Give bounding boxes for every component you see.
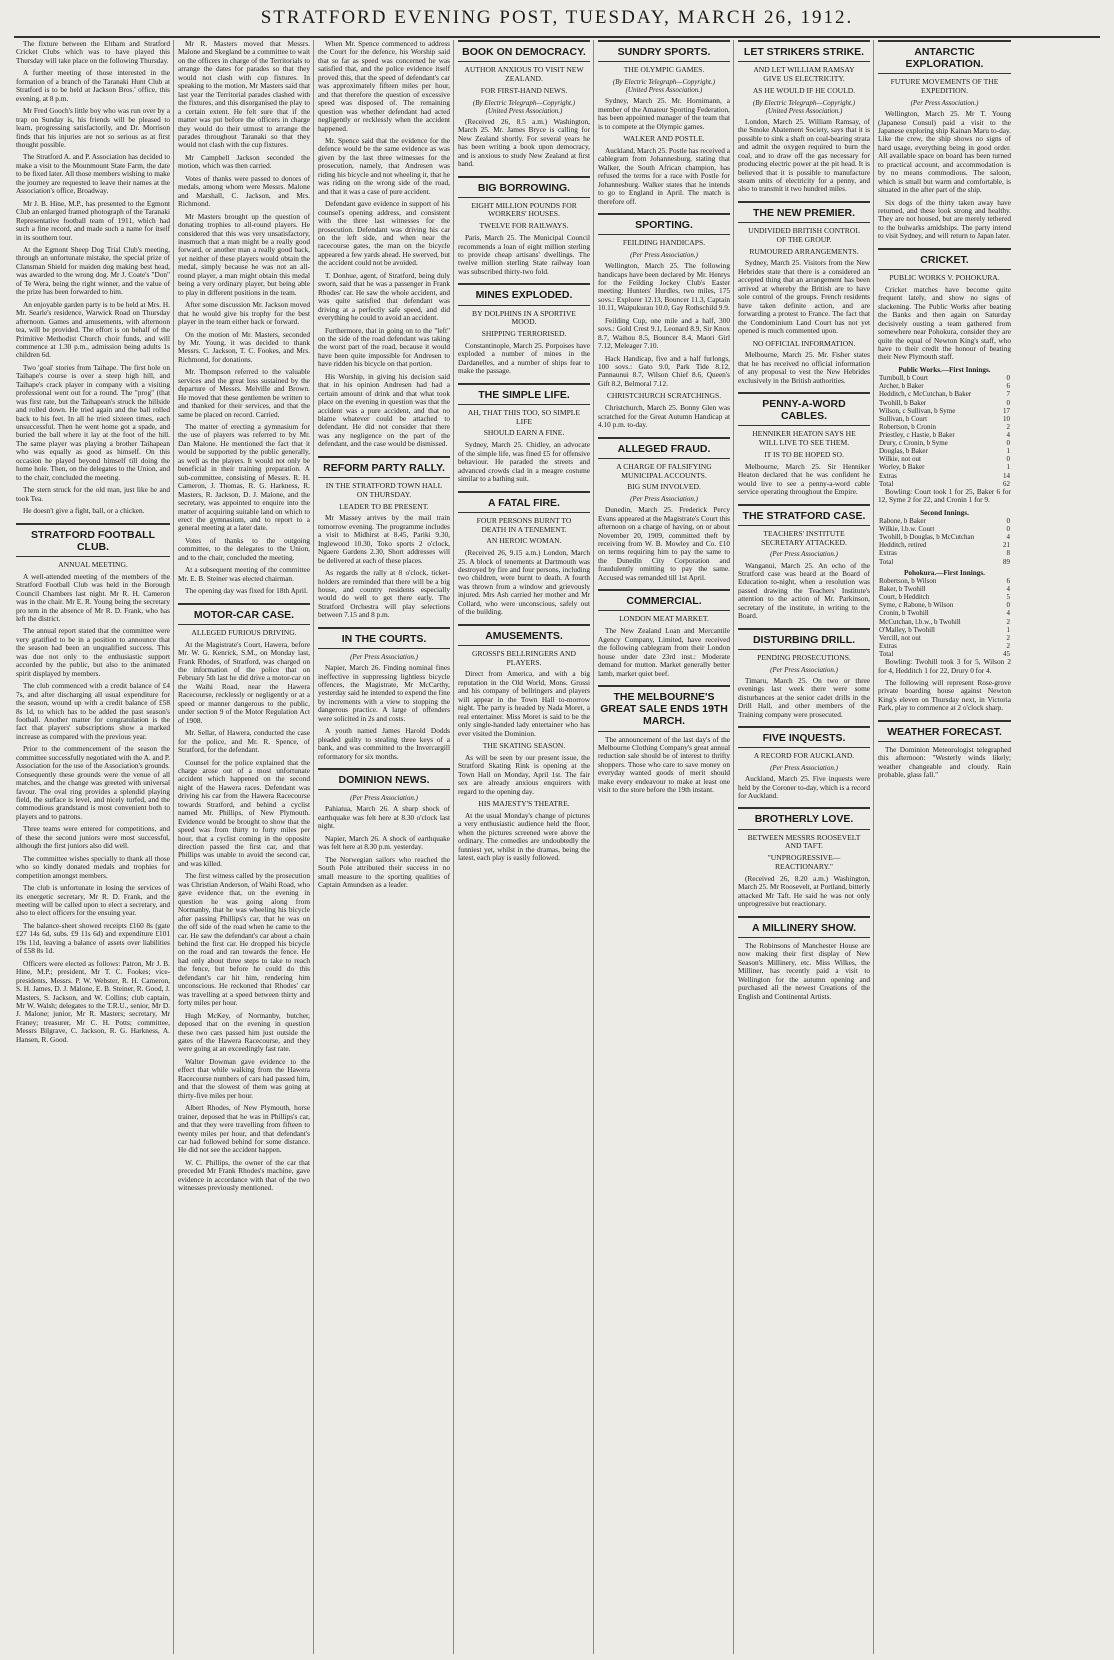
article-paragraph: At the usual Monday's change of pictures a very enthusiastic audience held the floor, when the pictures screened were above the ordinary. The comedies are undoubtedly the funniest yet, whilst in the dramas, being the latest, each play is easily followed.	[458, 810, 590, 863]
subheading: PENDING PROSECUTIONS.	[757, 652, 851, 662]
article-paragraph: Wanganui, March 25. An echo of the Stratford case was heard at the Board of Education to-night, when a resolution was passed drawing the Teachers' Institute's attention to the action of Mr. Parkinson, secretary of the institute, in writing to the Board.	[738, 560, 870, 621]
article-paragraph: Three teams were entered for competitions, and of these the second juniors were most successful, although the first juniors also did well.	[16, 824, 170, 851]
article-paragraph: Two 'goal' stories from Taihape. The first hole on Taihape's course is over a steep high hill, and Taihape's crack player in company with a visiting professional went out for a round. The "prog" (that was first rate, but the Taihapean's struck the hillside and rolled down. He tried again and the ball rolled back to his feet. In all he tried sixteen times, each unsuccessful. Then he went home got a spade, and buried the ball where it lay at the foot of the hill. The same player was playing a brother Taihapean who was equally as good as himself. On this occasion he played beyond himself till doing the home hole. Then, on the delegates to the Union, and to the chair, concluded the meeting.	[16, 362, 170, 482]
batsman-entry: Hedditch, retired	[879, 541, 927, 550]
subheading: AUTHOR ANXIOUS TO VISIT NEW ZEALAND.	[464, 65, 584, 83]
batsman-entry: Worley, b Baker	[879, 463, 925, 472]
credit-line: (By Electric Telegraph—Copyright.) (United Press Association.)	[612, 77, 716, 95]
subheading: SHIPPING TERRORISED.	[481, 329, 567, 339]
subheading: TEACHERS' INSTITUTE SECRETARY ATTACKED.	[761, 528, 847, 547]
subheading: BETWEEN MESSRS ROOSEVELT AND TAFT.	[747, 832, 861, 851]
article-paragraph: The announcement of the last day's of the Melbourne Clothing Company's great annual reduction sale should be of interest to thrifty shoppers. Those who care to save money on everyday wanted goods of merit should make every endeavour to make at least one visit to the store before the 19th instant.	[598, 734, 730, 795]
article-paragraph: He doesn't give a fight, ball, or a chicken.	[23, 506, 145, 516]
article-paragraph: Napier, March 26. A shock of earthquake was felt here at 8.30 p.m. yesterday.	[318, 833, 450, 852]
batsman-entry: Wilson, c Sullivan, b Syme	[879, 406, 956, 415]
scorecard-row	[878, 609, 1011, 617]
runs-value: 0	[1006, 455, 1010, 464]
article-paragraph: Feilding Cup, one mile and a half, 300 sovs.: Gold Crest 9.1, Leonard 8.9, Sir Knox 8.7, Waihou 8.5, Bouncer 8.4, Maori Girl 7.12, Meleager 7.10.	[598, 315, 730, 351]
scorecard-row	[878, 533, 1011, 541]
article-paragraph: Pahiatua, March 26. A sharp shock of earthquake was felt here at 8.30 o'clock last night.	[318, 804, 450, 831]
headline-book-on-democracy: BOOK ON DEMOCRACY.	[458, 40, 590, 62]
subheading: A RECORD FOR AUCKLAND.	[753, 751, 855, 761]
article-paragraph: The fixture between the Eltham and Stratford Cricket Clubs which was to have played this Thursday will take place on the following Thursday.	[16, 40, 170, 65]
subheading: AH, THAT THIS TOO, SO SIMPLE LIFE	[467, 407, 581, 426]
subheading: ALLEGED FURIOUS DRIVING.	[191, 627, 297, 637]
subheading: CHRISTCHURCH SCRATCHINGS.	[606, 391, 722, 401]
article-paragraph: Christchurch, March 25. Bonny Glen was scratched for the Great Autumn Handicap at 4.10 p.m. to-day.	[598, 403, 730, 430]
scorecard-row	[878, 517, 1011, 525]
scorecard-row	[878, 415, 1011, 423]
article-paragraph: The opening day was fixed for 18th April.	[185, 586, 308, 596]
article-paragraph: Sydney, March 25. Mr. Hornimann, a member of the Amateur Sporting Federation, has been appointed manager of the team that is to compete at the Olympic games.	[598, 96, 730, 131]
credit-line: (Per Press Association.)	[350, 653, 418, 662]
article-paragraph: The Robinsons of Manchester House are now making their first display of New Season's Millinery, etc. Miss Wilkes, the Milliner, has recently paid a visit to Wellington for the autumn opening and purchased all the newest Creations of the English and Continental Artists.	[738, 940, 870, 1001]
headline-mines-exploded: MINES EXPLODED.	[458, 283, 590, 305]
scorecard-row	[878, 626, 1011, 634]
article-paragraph: Dunedin, March 25. Frederick Percy Evans appeared at the Magistrate's Court this afternoon on a charge of having, on or about November 20, 1909, committed theft by receiving from W. B. Mowley and Co. £10 on terms requiring him to pay the same to the Dunedin City Corporation and fraudulently omitting to pay the same. Accused was remanded till 1st April.	[598, 505, 730, 582]
credit-line: (Per Press Association.)	[630, 250, 698, 259]
subheading: BY DOLPHINS IN A SPORTIVE MOOD.	[472, 308, 576, 327]
runs-value: 0	[1006, 517, 1010, 526]
article-paragraph: Prior to the commencement of the season the committee successfully negotiated with the A. and P. Association for the use of the Association's grounds. Consequently these grounds were the venue of all matches, and the change was greeted with universal favour. The oval ring provides a splendid playing field, the surface is level, and nicely turfed, and the commodious grandstand is most convenient both to players and to patrons.	[16, 744, 170, 821]
article-paragraph: Mr. Sellar, of Hawera, conducted the case for the police, and Mr. R. Spence, of Stratford, for the defendant.	[178, 728, 310, 755]
scorecard-row	[878, 390, 1011, 398]
batsman-entry: Vercill, not out	[879, 633, 921, 642]
article-paragraph: At the Egmont Sheep Dog Trial Club's meeting, through an unfortunate mistake, the special prize of Clansman Shield for maiden dog making best head, was awarded to the wrong dog. Mr J. Coate's "Don" of Te Wera, being the right winner, and the value of the prize has been forwarded to him.	[16, 244, 170, 297]
article-paragraph: The committee wishes specially to thank all those who so kindly donated medals and trophies for competition amongst members.	[16, 853, 170, 880]
article-paragraph: Furthermore, that in going on to the "left" on the side of the road defendant was taking the worst part of the road, because it would have been quite impossible for Andresen to have ridden his bicycle on that portion.	[318, 325, 450, 369]
article-paragraph: (Received 26, 8.5 a.m.) Washington, March 25. Mr. James Bryce is calling for New Zealand shortly. For several years he has been writing a book upon democracy, and is anxious to study New Zealand at first hand.	[458, 116, 590, 169]
batsman-entry: Total	[879, 650, 894, 658]
runs-value: 10	[1003, 414, 1010, 423]
scorecard-row	[878, 431, 1011, 439]
batsman-entry: Total	[879, 479, 894, 488]
subheading: GROSSI'S BELLRINGERS AND PLAYERS.	[472, 648, 576, 667]
article-paragraph: Six dogs of the thirty taken away have returned, and these look strong and healthy. They are not housed, but are merely tethered to the bulwarks amidships. The party intend to visit Sydney, and will return to Japan later.	[878, 197, 1011, 241]
batsman-entry: Court, b Hedditch	[879, 593, 930, 602]
runs-value: 21	[1003, 541, 1010, 550]
article-paragraph: (Received 26, 9.15 a.m.) London, March 25. A block of tenements at Dartmouth was destroyed by fire and four persons, including two children, were burnt to death. A fourth was thrown from a window and grievously injured. Mrs Ash carried her mother and Mr Collard, who were unconscious, safely out of the building.	[458, 548, 590, 617]
article-paragraph: Albert Rhodes, of New Plymouth, horse trainer, deposed that he was in Phillips's car, and that they were travelling from fifteen to twenty miles per hour, and that defendant's car had followed behind for some distance. He did not see the accident happen.	[178, 1103, 310, 1155]
runs-value: 4	[1006, 431, 1010, 439]
runs-value: 6	[1006, 382, 1010, 391]
runs-value: 6	[1006, 577, 1010, 586]
runs-value: 62	[1003, 479, 1010, 488]
batsman-entry: Wilkie, l.b.w. Court	[879, 525, 935, 534]
scorecard-row	[878, 618, 1011, 626]
runs-value: 5	[1006, 593, 1010, 602]
subheading: AND LET WILLIAM RAMSAY GIVE US ELECTRICITY.	[753, 65, 855, 83]
batsman-entry: Priestley, c Hastie, b Baker	[879, 431, 955, 439]
article-paragraph: Defendant gave evidence in support of his counsel's opening address, and consistent with the three last witnesses for the prosecution. Defendant was driving his car on the left side, and when near the racecourse gates, the man on the bicycle appeared a few yards ahead. He swerved, but the accident could not be avoided.	[318, 199, 450, 268]
article-paragraph: Mr R. Masters moved that Messrs. Malone and Skegland be a committee to wait on the officers in charge of the Territorials to arrange the dates for parades so that they would not clash with cup fixtures. In speaking to the motion, Mr Masters said that last year the Territorial parades clashed with the fixtures, and this disorganised the play to a certain extent. He felt sure that if the matter was put before the officers in charge they would do their utmost to arrange the parades throughout Taranaki so that they would not clash with the cup fixtures.	[178, 40, 310, 150]
subheading: AS HE WOULD IF HE COULD.	[752, 85, 856, 95]
batsman-entry: Hedditch, c McCutchan, b Baker	[879, 390, 972, 399]
batsman-entry: Syme, c Rabone, b Wilson	[879, 601, 954, 610]
article-paragraph: Mr. Spence said that the evidence for the defence would be the same evidence as was given by the last three witnesses for the prosecution, namely, that Andresen was riding his bicycle and not wheeling it, that he was riding on the wrong side of the road, and that it was a case of pure accident.	[318, 135, 450, 196]
article-paragraph: The annual report stated that the committee were very gratified to be in a position to announce that the season had been an unqualified success. This was due not only to the enthusiastic support accorded by the public, but also to the animated spirit displayed by members.	[16, 626, 170, 678]
article-paragraph: Wellington, March 25. Mr T. Young (Japanese Consul) paid a visit to the Japanese exploring ship Kainan Maru to-day. Like the crew, the ship shows no signs of hard usage, everything being in good order. All available space on board has been turned to practical account, and accommodation is by no means commodious. The saloon, which is small but warm and comfortable, is situated in the after part of the ship.	[878, 109, 1011, 195]
columns	[16, 40, 1104, 1654]
article-paragraph: Counsel for the police explained that the charge arose out of a most unfortunate accident which happened on the second night of the Hawera races. Defendant was driving his car from the Hawera Racecourse towards Stratford, and behind a cyclist named Mr. Phillips, of New Plymouth. Evidence would be brought to show that the speed was from thirty to forty miles per hour, that a cyclist coming in the opposite direction passed the first car, and that Phillips was unable to avoid the second car, and was killed.	[178, 757, 310, 868]
headline-sporting: SPORTING.	[598, 213, 730, 235]
runs-value: 2	[1006, 641, 1010, 650]
article-paragraph: After some discussion Mr. Jackson moved that he would give his trophy for the best player in the team either back or forward.	[178, 300, 310, 327]
batsman-entry: Robertson, b Cronin	[879, 422, 936, 431]
runs-value: 0	[1006, 374, 1010, 383]
runs-value: 0	[1006, 525, 1010, 534]
headline-weather-forecast: WEATHER FORECAST.	[878, 720, 1011, 742]
subheading: LONDON MEAT MARKET.	[619, 614, 709, 624]
credit-line: (Per Press Association.)	[910, 98, 979, 107]
article-paragraph: The Stratford A. and P. Association has decided to make a visit to the Mounmount State Farm, the date to be fixed later. All those members wishing to make the journey are requested to leave their names at the Association's office, Broadway.	[16, 152, 171, 196]
scorecard-row	[878, 423, 1011, 431]
article-paragraph: The stern struck for the old man, just like he and took Tea.	[16, 485, 170, 503]
scorecard-row	[878, 447, 1011, 455]
article-paragraph: The matter of erecting a gymnasium for the use of players was referred to by Mr. Dan Malone. He mentioned the fact that it would be supported by the public generally, as well as the players. It would not only be beneficial in their training preparation. A sub-committee, consisting of Messrs. R. H. Cameron, J. Thomas, R. G. Harkness, R. Masters, R. Jackson, D. J. Malone, and the secretary, was appointed to enquire into the matter of acquiring suitable land on which to erect the gymnasium, and to report to a general meeting at a later date.	[178, 422, 310, 533]
headline-disturbing-drill: DISTURBING DRILL.	[738, 628, 870, 650]
article-paragraph: The Dominion Meteorologist telegraphed this afternoon: "Westerly winds likely; weather changeable and cloudy. Rain probable, glass fall."	[878, 745, 1011, 780]
subheading: A CHARGE OF FALSIFYING MUNICIPAL ACCOUNTS.	[616, 461, 712, 480]
batsman-entry: Sullivan, b Court	[879, 414, 928, 423]
credit-line: (Per Press Association.)	[770, 665, 838, 674]
scorecard-row	[878, 463, 1011, 471]
column-3	[318, 40, 454, 1654]
subheading: AN HEROIC WOMAN.	[486, 536, 562, 546]
article-paragraph: Mr Massey arrives by the mail train tomorrow evening. The programme includes a visit to Midhirst at 8.45, Pariki 9.30, Inglewood 10.30, Toko sports 2 o'clock, Ngaere Gardens 2.30, Short addresses will be delivered at each of these places.	[318, 513, 450, 565]
bowling-summary: Bowling: Twohill took 3 for 5, Wilson 2 for 4, Hedditch 1 for 22, Drury 0 for 4.	[878, 657, 1011, 675]
column-4	[458, 40, 594, 1654]
batsman-entry: Archer, b Baker	[879, 382, 924, 391]
scorecard-row	[878, 549, 1011, 557]
subheading: FOUR PERSONS BURNT TO DEATH IN A TENEMENT.	[476, 515, 572, 534]
article-paragraph: Officers were elected as follows: Patron, Mr J. B. Hine, M.P.; president, Mr T. C. Fookes; vice-presidents, Messrs. P. W. Webster, R. H. Cameron, S. H. James, D. J. Malone, E. B. Steiner, R. Good, J. Masters, S. Jackson, and W. Collins; club captain, Mr W. Walsh; delegates to the T.R.U., senior, Mr D. J. Malone; junior, Mr R. Masters; secretary, Mr Franey; treasurer, Mr C. H. Potts; committee, Messrs Bilgrave, C. Jackson, R. G. Harkness, A. Hansen, R. Good.	[16, 958, 170, 1044]
batsman-entry: Total	[879, 557, 894, 566]
article-paragraph: The club commenced with a credit balance of £4 7s, and after discharging all usual expenditure for the season, wound up with a credit balance of £58 8s 1d, to which has to be added the past season's football. Another matter for congratulation is the fact that players' subscriptions show a marked increase as compared with the previous year.	[16, 681, 170, 741]
article-paragraph: Hugh McKey, of Normanby, butcher, deposed that on the evening in question these two cars passed him just outside the gates of the Hawera Racecourse, and they were going at an exceedingly fast rate.	[178, 1010, 310, 1054]
article-paragraph: Constantinople, March 25. Porpoises have exploded a number of mines in the Dardanelles, and a number of ships fear to make the passage.	[458, 340, 590, 376]
subheading: UNDIVIDED BRITISH CONTROL OF THE GROUP.	[748, 226, 860, 244]
credit-line: (By Electric Telegraph—Copyright.) (United Press Association.)	[472, 98, 576, 115]
headline-penny-a-word-cables: PENNY-A-WORD CABLES.	[738, 392, 870, 426]
runs-value: 17	[1003, 406, 1010, 415]
scorecard-row	[878, 601, 1011, 609]
article-paragraph: Melbourne, March 25. Mr. Fisher states that he has received no official information of any proposal to vest the New Hebrides exclusively in the British authorities.	[738, 350, 870, 385]
runs-value: 2	[1006, 633, 1010, 642]
article-paragraph: Walter Dowman gave evidence to the effect that while walking from the Hawera Racecourse numbers of cars had passed him, and that the slowest of them was going at thirty-five miles per hour.	[178, 1056, 310, 1100]
article-paragraph: T. Donhue, agent, of Stratford, being duly sworn, said that he was a passenger in Frank Rhodes' car. He saw the whole accident, and was quite satisfied that defendant was driving at a perfectly safe speed, and did everything he could to avoid an accident.	[318, 270, 450, 323]
headline-stratford-case: THE STRATFORD CASE.	[738, 504, 870, 526]
batsman-entry: Drury, c Cronin, b Syme	[879, 439, 948, 448]
scorecard-row	[878, 577, 1011, 585]
article-paragraph: A further meeting of those interested in the formation of a branch of the Taranaki Hunt Club at Stratford is to be held at Jackson Bros.' office, this evening, at 8 p.m.	[16, 68, 170, 103]
credit-line: (Per Press Association.)	[770, 764, 838, 773]
subheading: HENNIKER HEATON SAYS HE WILL LIVE TO SEE THEM.	[752, 429, 856, 448]
batsman-entry: Twohill, b Douglas, b McCutchan	[879, 533, 975, 542]
runs-value: 8	[1006, 549, 1010, 558]
batsman-entry: Extras	[879, 471, 897, 480]
headline-brotherly-love: BROTHERLY LOVE.	[738, 807, 870, 829]
headline-amusements: AMUSEMENTS.	[458, 624, 590, 646]
scorecard-row	[878, 634, 1011, 642]
article-paragraph: Auckland, March 25. Five inquests were held by the Coroner to-day, which is a record for Auckland.	[738, 774, 870, 801]
scorecard-heading: Public Works.—First Innings.	[898, 365, 991, 374]
subheading: FOR FIRST-HAND NEWS.	[480, 85, 568, 95]
runs-value: 1	[1006, 625, 1010, 634]
subheading: SHOULD EARN A FINE.	[483, 428, 565, 438]
headline-simple-life: THE SIMPLE LIFE.	[458, 383, 590, 405]
batsman-entry: Extras	[879, 641, 897, 650]
runs-value: 0	[1006, 601, 1010, 610]
batsman-entry: Robertson, b Wilson	[879, 577, 937, 586]
subheading: PUBLIC WORKS V. POHOKURA.	[889, 273, 1000, 283]
article-paragraph: The club is unfortunate in losing the services of its energetic secretary, Mr R. D. Frank, and the meeting will be called upon to elect a secretary, and also to elect officers for the ensuing year.	[16, 883, 170, 918]
scorecard-row	[878, 399, 1011, 407]
article-paragraph: Paris, March 25. The Municipal Council recommends a loan of eight million sterling to provide cheap artisans' dwellings. The twelve million sterling State railway loan was subscribed thirty-two fold.	[458, 233, 590, 276]
scorecard-row	[878, 455, 1011, 463]
article-paragraph: Votes of thanks were passed to donors of medals, among whom were Messrs. Malone and Marshall, C. Jackson, and Mrs. Richmond.	[178, 173, 310, 209]
article-paragraph: Melbourne, March 25. Sir Henniker Heaton declared that he was confident he would live to see a penny-a-word cable service operating throughout the Empire.	[738, 461, 870, 497]
headline-sundry-sports: SUNDRY SPORTS.	[598, 40, 730, 62]
credit-line: (By Electric Telegraph—Copyright.) (United Press Association.)	[752, 98, 856, 115]
batsman-entry: Extras	[879, 549, 897, 558]
headline-football-club: STRATFORD FOOTBALL CLUB.	[16, 523, 170, 557]
credit-line: (Per Press Association.)	[630, 495, 698, 504]
article-paragraph: An enjoyable garden party is to be held at Mrs. H. Mr. Searle's residence, Warwick Road on Thursday afternoon. Games and amusements, with afternoon tea, will be provided. The effort is on behalf of the Primitive Methodist Church choir funds, and will commence at 1.30 p.m., admission being adults 1s children 6d.	[16, 299, 170, 360]
article-paragraph: As regards the rally at 8 o'clock, ticket-holders are reminded that there will be a big house, and country residents especially would do well to get there early. The Stratford Orchestra will play selections between 7.15 and 8 p.m.	[318, 568, 450, 620]
batsman-entry: Baker, b Twohill	[879, 585, 926, 594]
scorecard-row	[878, 593, 1011, 601]
column-5	[598, 40, 734, 1654]
scorecard-row	[878, 525, 1011, 533]
headline-dominion-news: DOMINION NEWS.	[318, 768, 450, 790]
headline-alleged-fraud: ALLEGED FRAUD.	[598, 437, 730, 459]
article-paragraph: The balance-sheet showed receipts £160 8s (gate £27 14s 6d, subs. £9 11s 6d) and expenditure £101 19s 11d, leaving a balance of assets over liabilities of £58 8s 1d.	[16, 920, 170, 956]
article-paragraph: On the motion of Mr. Masters, seconded by Mr. Young, it was decided to thank Messrs. C. Jackson, T. C. Fookes, and Mrs. Richmond, for donations.	[178, 329, 310, 364]
scorecard-table	[878, 374, 1011, 488]
runs-value: 0	[1006, 439, 1010, 448]
batsman-entry: Douglas, b Baker	[879, 447, 928, 456]
headline-antarctic-exploration: ANTARCTIC EXPLORATION.	[878, 40, 1011, 74]
article-paragraph: A youth named James Harold Dodds pleaded guilty to stealing three keys of a bank, and was committed to the Invercargill reformatory for six months.	[318, 726, 450, 761]
subheading: IN THE STRATFORD TOWN HALL ON THURSDAY.	[325, 481, 443, 499]
article-paragraph: Sydney, March 25. Visitors from the New Hebrides state that there is a considered an accepted thing that an arrangement has been arrived at whereby the British are to have sole control of the groups. French residents have taken definite action, and are forwarding a protest to France. The fact that the Condominium Land Court has not yet opened is much commented upon.	[738, 258, 870, 336]
runs-value: 1	[1006, 447, 1010, 456]
scorecard-row	[878, 558, 1011, 566]
article-paragraph: Wellington, March 25. The following handicaps have been declared by Mr. Henrys for the Feilding Jockey Club's Easter meeting: Hunters' Hurdles, two miles, 175 sovs.: Explorer 12.13, Bouncer 11.3, Captain 10.11, Waipukurau 10.0, Gay Rothschild 9.9.	[598, 261, 730, 313]
subheading: TWELVE FOR RAILWAYS.	[479, 221, 569, 231]
runs-value: 89	[1003, 557, 1010, 566]
article-paragraph: London, March 25. William Ramsay, of the Smoke Abatement Society, says that it is possible to sink a shaft on coal-bearing strata and admit the oxygen required to burn the coal, and to draw off the gas necessary for producing electric power at the pit head. It is believed that it is possible to manufacture steam units of electricity for a penny, and also to transmit it two hundred miles.	[738, 116, 870, 194]
article-paragraph: (Received 26, 8.20 a.m.) Washington, March 25. Mr Roosevelt, at Portland, bitterly attacked Mr Taft. He said he was not only unprogressive but reactionary.	[738, 873, 870, 909]
scorecard-row	[878, 472, 1011, 480]
runs-value: 4	[1006, 609, 1010, 618]
headline-commercial: COMMERCIAL.	[598, 589, 730, 611]
article-paragraph: Hack Handicap, five and a half furlongs, 100 sovs.: Gato 9.0, Park Tide 8.12, Pannaunui 8.7, Wilson Chief 8.6, Queen's Gift 8.2, Belmoral 7.12.	[598, 353, 730, 388]
article-paragraph: Timaru, March 25. On two or three evenings last week there were some disturbances at the senior cadet drills in the Drill Hall, and other members of the Training company were prosecuted.	[738, 675, 870, 719]
scorecard-row	[878, 642, 1011, 650]
runs-value: 45	[1003, 650, 1010, 658]
subheading: LEADER TO BE PRESENT.	[339, 501, 429, 511]
masthead: STRATFORD EVENING POST, TUESDAY, MARCH 26, 1912.	[14, 0, 1100, 38]
batsman-entry: McCutchan, l.b.w., b Twohill	[879, 617, 961, 626]
headline-millinery-show: A MILLINERY SHOW.	[738, 916, 870, 938]
scorecard-table	[878, 517, 1011, 566]
column-6	[738, 40, 874, 1654]
runs-value: 14	[1003, 471, 1010, 480]
article-paragraph: The first witness called by the prosecution was Christian Anderson, of Waihi Road, who gave evidence that, on the evening in question he was going along from Normanby, that he was wheeling his bicycle after passing Phillips's car, that he was on the off side of the road when he came to the car. He saw the defendant's car about a chain behind the first car. He dropped his bicycle on the road and ran towards the fence. He had only about three steps to take to reach the fence, but before he could do this defendant's car hit him, rendering him unconscious. He reckoned that Rhodes' car was travelling at a speed between thirty and forty miles per hour.	[178, 871, 310, 1008]
batsman-entry: Twohill, b Baker	[879, 398, 927, 407]
article-paragraph: Votes of thanks to the outgoing committee, to the delegates to the Union, and to the chair, concluded the meeting.	[178, 535, 310, 562]
credit-line: (Per Press Association.)	[350, 794, 418, 803]
headline-big-borrowing: BIG BORROWING.	[458, 176, 590, 198]
article-paragraph: Auckland, March 25. Postle has received a cablegram from Johannesburg, stating that Walker, the South African champion, has refused the terms for a race with Postle for Johannesburg. Walker states that he intends to go to England in April. The match is therefore off.	[598, 145, 730, 206]
article-paragraph: Mr Campbell Jackson seconded the motion, which was then carried.	[178, 152, 310, 171]
article-paragraph: Mr J. B. Hine, M.P., has presented to the Egmont Club an enlarged framed photograph of the Taranaki Representative football team of 1911, which had such a fine record, and made such a name for itself in its southern tour.	[16, 198, 170, 242]
subheading: THE OLYMPIC GAMES.	[623, 65, 705, 75]
scorecard-row	[878, 439, 1011, 447]
batsman-entry: Turnbull, b Court	[879, 374, 928, 383]
scorecard-heading: Pohokura.—First Innings.	[904, 568, 985, 577]
headline-let-strikers-strike: LET STRIKERS STRIKE.	[738, 40, 870, 62]
article-paragraph: A well-attended meeting of the members of the Stratford Football Club was held in the Borough Council Chambers last night. Mr R. H. Cameron was in the chair. Mr E. R. Young being the secretary pro tem in the absence of Mr R. D. Frank, who has left the district.	[16, 571, 170, 623]
batsman-entry: Rabone, b Baker	[879, 517, 926, 526]
headline-reform-party-rally: REFORM PARTY RALLY.	[318, 456, 450, 478]
subheading: BIG SUM INVOLVED.	[627, 482, 701, 492]
article-paragraph: Mr. Thompson referred to the valuable services and the great loss sustained by the departure of Messrs. Melville and Brown. He moved that these gentlemen be written to and thanked for their services, and that the same be placed on record. Carried.	[178, 367, 310, 419]
headline-cricket: CRICKET.	[878, 248, 1011, 270]
subheading: EIGHT MILLION POUNDS FOR WORKERS' HOUSES.	[471, 200, 577, 219]
article-paragraph: Mr Fred Gooch's little boy who was run over by a trap on Sunday is, his friends will be pleased to learn, progressing satisfactorily, and Dr. Morrison finds that his injuries are not so serious as at first thought possible.	[16, 106, 170, 149]
article-paragraph: Mr Masters brought up the question of donating trophies to all-round players. He considered that this was very unsatisfactory, inasmuch that a man might be a really good forward, or another man a really good back, yet neither of these players would obtain the medal, simply because he was not an all-round player, a man might obtain this medal being a very ordinary player, but being able to play in different positions in the team.	[178, 211, 310, 297]
scorecard-heading: Second Innings.	[920, 508, 969, 517]
article-paragraph: The New Zealand Loan and Mercantile Agency Company, Limited, have received the following cablegram from their London house under date 23rd inst.: Moderate demand for mutton. Market generally better lamb, market quiet beef.	[598, 626, 730, 678]
article-paragraph: Direct from America, and with a big reputation in the Old World, Mons. Grossi and his company of bellringers and players will appear in the Town Hall to-morrow night. The party is headed by Nada Moret, a real entertainer. Miss Moret is said to be the only single-handed lady entertainer who has ever visited the Dominion.	[458, 669, 590, 738]
subheading: ANNUAL MEETING.	[58, 559, 128, 569]
headline-fatal-fire: A FATAL FIRE.	[458, 491, 590, 513]
batsman-entry: Cronin, b Twohill	[879, 609, 929, 618]
runs-value: 0	[1006, 398, 1010, 407]
scorecard-table	[878, 577, 1011, 658]
article-paragraph: W. C. Phillips, the owner of the car that preceded Mr Frank Rhodes's machine, gave evidence in accordance with that of the two witnesses previously mentioned.	[178, 1157, 310, 1193]
subheading: FUTURE MOVEMENTS OF THE EXPEDITION.	[890, 77, 999, 96]
scorecard-row	[878, 382, 1011, 390]
article-paragraph: Napier, March 26. Finding nominal fines ineffective in suppressing lightless bicycle offences, the Magistrate, Mr McCarthy, yesterday said he intended to expend the fine by increments with a view to stopping the dangerous practice. A large of offenders were solicited in 2s and costs.	[318, 663, 450, 723]
headline-five-inquests: FIVE INQUESTS.	[738, 726, 870, 748]
subheading: IT IS TO BE HOPED SO.	[764, 450, 844, 460]
subheading: THE SKATING SEASON.	[482, 741, 566, 751]
runs-value: 1	[1006, 463, 1010, 472]
article-paragraph: At the Magistrate's Court, Hawera, before Mr. W. G. Kenrick, S.M., on Monday last, Frank Rhodes, of Stratford, was charged on the information of the police that on February 5th last he did drive a motor-car on the Waihi Road, near the Hawera Racecourse, recklessly or negligently or at a speed or manner dangerous to the public, under section 9 of the Motor Regulation Act of 1908.	[178, 639, 310, 725]
subheading: WALKER AND POSTLE.	[623, 134, 705, 143]
batsman-entry: Wilkie, not out	[879, 455, 921, 464]
runs-value: 2	[1006, 617, 1010, 626]
headline-in-the-courts: IN THE COURTS.	[318, 627, 450, 649]
scorecard-row	[878, 541, 1011, 549]
scorecard-row	[878, 407, 1011, 415]
credit-line: (Per Press Association.)	[770, 550, 838, 559]
column-1	[16, 40, 174, 1654]
article-paragraph: The following will represent Rose-grove private boarding house against Newton King's eleven on Thursday next, in Victoria Park, play to commence at 2 o'clock sharp.	[878, 678, 1011, 713]
runs-value: 2	[1006, 422, 1010, 431]
scorecard-row	[878, 374, 1011, 382]
article-paragraph: At a subsequent meeting of the committee Mr. E. B. Steiner was elected chairman.	[178, 565, 310, 583]
headline-new-premier: THE NEW PREMIER.	[738, 201, 870, 223]
article-paragraph: When Mr. Spence commenced to address the Court for the defence, his Worship said that so far as speed was concerned he was satisfied that, and the police evidence itself proved this, that the speed of defendant's car was approximately fifteen miles per hour, and that therefore the question of excessive speed was disposed of. The remaining question was whether defendant had acted negligently or recklessly when the accident happened.	[318, 40, 450, 133]
headline-melbourne-sale: THE MELBOURNE'S GREAT SALE ENDS 19TH MARCH.	[598, 685, 730, 732]
batsman-entry: O'Malley, b Twohill	[879, 625, 935, 634]
article-paragraph: As will be seen by our present issue, the Stratford Skating Rink is opening at the Town Hall on Monday, April 1st. The fair sex are already anxious enquirers with regard to the opening day.	[458, 752, 590, 796]
subheading: "UNPROGRESSIVE—REACTIONARY."	[767, 853, 841, 872]
column-2	[178, 40, 314, 1654]
runs-value: 4	[1006, 533, 1010, 542]
runs-value: 7	[1006, 390, 1010, 399]
runs-value: 4	[1006, 585, 1010, 594]
article-paragraph: The Norwegian sailors who reached the South Pole attributed their success in no small measure to the sporting qualities of Captain Amundsen as a leader.	[318, 854, 450, 890]
column-7	[878, 40, 1014, 1654]
bowling-summary: Bowling: Court took 1 for 25, Baker 6 for 12, Syme 2 for 22, and Cronin 1 for 9.	[878, 486, 1011, 505]
subheading: HIS MAJESTY'S THEATRE.	[478, 799, 570, 809]
subheading: NO OFFICIAL INFORMATION.	[752, 338, 856, 348]
article-paragraph: His Worship, in giving his decision said that in his opinion Andresen had had a certain amount of drink and that what took place on the evening in question was that the accident was a pure accident, and that no blame whatever could be attached to defendant. He did not consider that there was any negligence on the part of the defendant, and the case would be dismissed.	[318, 371, 450, 449]
scorecard-row	[878, 585, 1011, 593]
subheading: FEILDING HANDICAPS.	[622, 238, 706, 248]
article-paragraph: Cricket matches have become quite frequent lately, and show no signs of slackening. The Public Works after beating the Banks and then again on Saturday decisively ousting a team gathered from somewhere near Pohokura, consider they are quite the equal of Newton King's staff, who have to their credit the honour of beating their New Plymouth staff.	[878, 284, 1011, 362]
subheading: RUMOURED ARRANGEMENTS.	[749, 246, 859, 256]
article-paragraph: Sydney, March 25. Chidley, an advocate of the simple life, was fined £5 for offensive behaviour. He paraded the streets and advanced crowds clad in a meagre costume similar to a bathing suit.	[458, 440, 590, 484]
headline-motor-car-case: MOTOR-CAR CASE.	[178, 603, 310, 625]
